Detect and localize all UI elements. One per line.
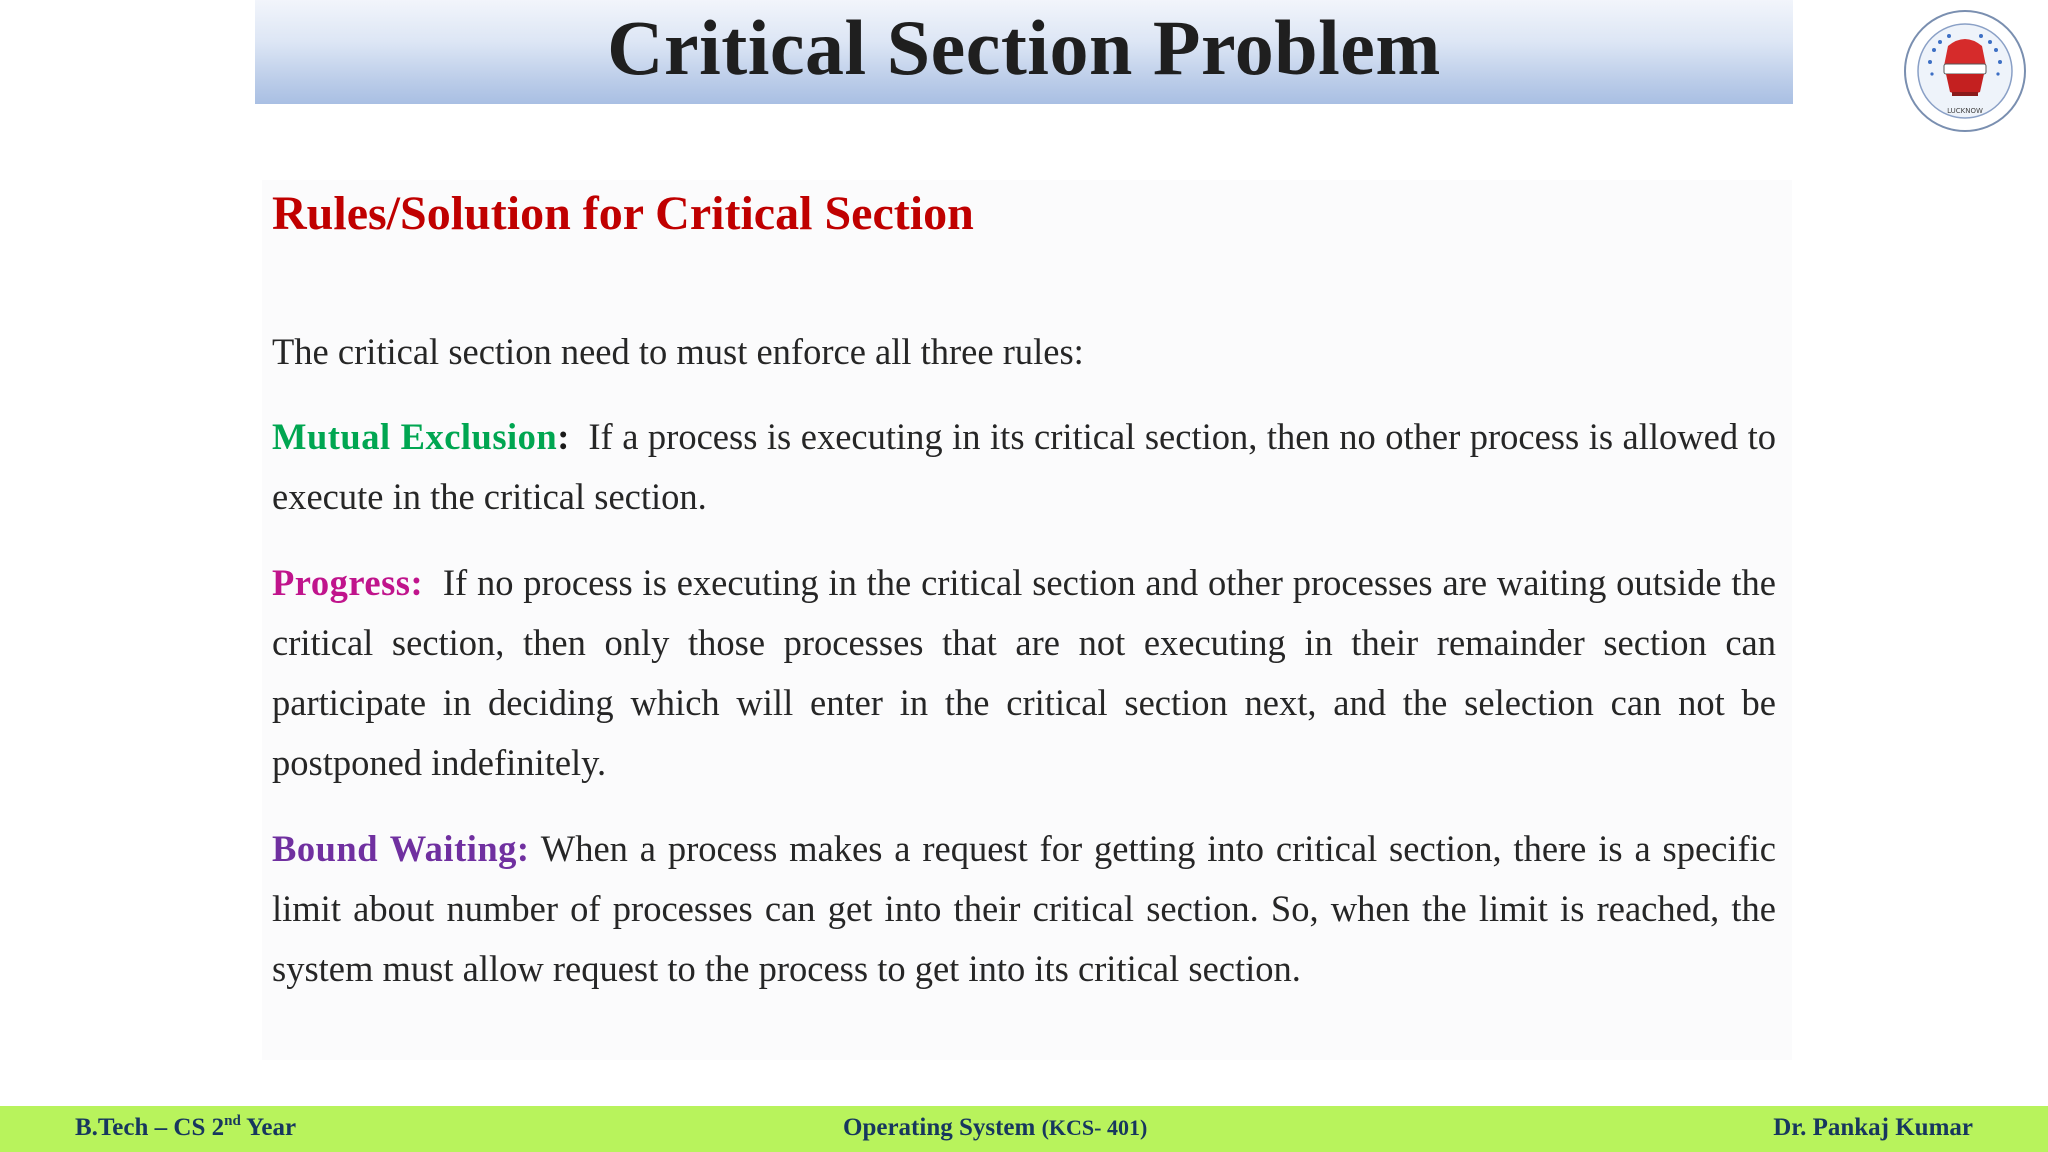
slide-body <box>272 322 1776 1025</box>
college-logo <box>1894 8 2036 134</box>
rule-colon: : <box>557 416 570 457</box>
footer-subject <box>843 1114 1147 1142</box>
footer-course-suffix: Year <box>240 1114 297 1141</box>
rule-progress <box>272 553 1776 793</box>
footer-author: Dr. Pankaj Kumar <box>1773 1114 1973 1141</box>
slide-title: Critical Section Problem <box>607 4 1441 91</box>
footer-subject-code: (KCS- 401) <box>1041 1115 1148 1140</box>
rule-text-progress: If no process is executing in the critical section and other processes are waiting outside the critical section, then only those processes that are not executing in their remainder section can participate in deciding which will enter in the critical section next, and the selection can not be postponed indefinitely. <box>272 562 1777 783</box>
rule-text-mutual-exclusion: If a process is executing in its critical section, then no other process is allowed to execute in the critical section. <box>272 416 1776 517</box>
rule-term-mutual-exclusion: Mutual Exclusion <box>272 416 558 457</box>
rule-bound-waiting <box>272 819 1776 999</box>
rule-term-progress: Progress: <box>272 562 424 603</box>
footer-subject-name: Operating System <box>843 1114 1042 1141</box>
rule-mutual-exclusion <box>272 407 1776 527</box>
rule-text-bound-waiting: When a process makes a request for getting into critical section, there is a specific limit about number of processes can get into their critical section. So, when the limit is reached, the system must allow request to the process to get into its critical section. <box>272 828 1776 989</box>
footer-bar <box>0 1106 2048 1152</box>
footer-course-sup: nd <box>224 1113 241 1129</box>
footer-course-prefix: B.Tech – CS 2 <box>75 1114 225 1141</box>
footer-course <box>75 1114 296 1142</box>
section-heading: Rules/Solution for Critical Section <box>272 187 974 240</box>
rule-term-bound-waiting: Bound Waiting: <box>272 828 530 869</box>
intro-paragraph: The critical section need to must enforce all three rules: <box>272 331 1084 372</box>
svg-text:LUCKNOW: LUCKNOW <box>1947 107 1983 115</box>
title-bar <box>255 0 1793 104</box>
